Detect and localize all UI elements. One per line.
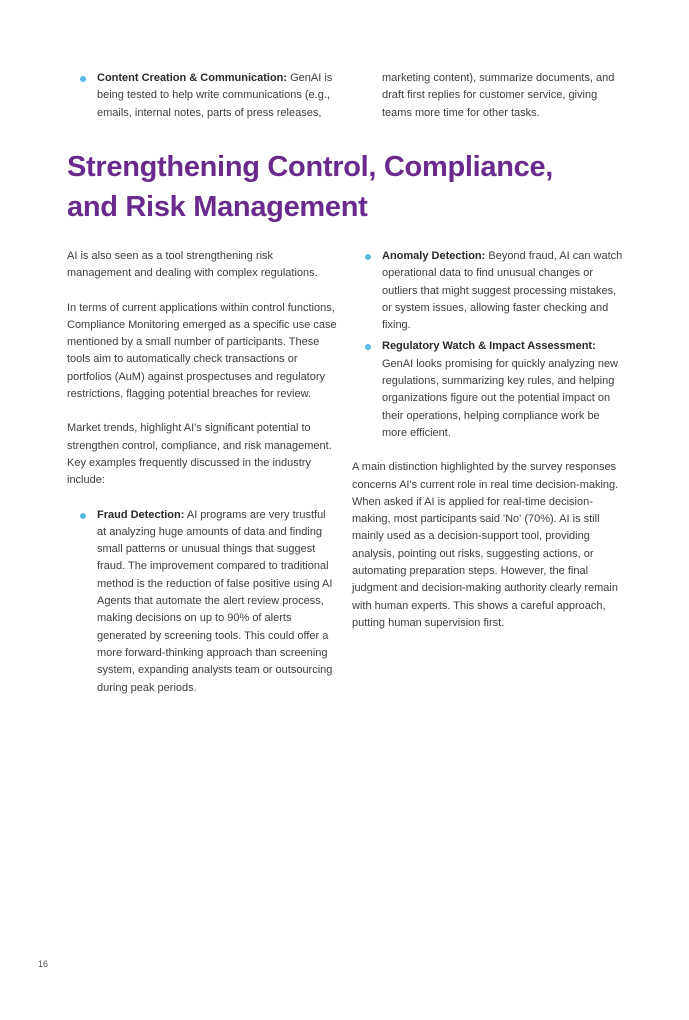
bullet-continuation: marketing content), summarize documents, and draft first replies for customer service, giving teams more time for other tasks. (382, 72, 615, 119)
list-item (352, 338, 624, 442)
left-column (67, 248, 337, 701)
bullet-title: Content Creation & Communication: (97, 72, 288, 84)
bullet-text: GenAI is being tested to help write communications (e.g., emails, internal notes, parts of press releases, (97, 72, 333, 119)
bullet-dot-icon (365, 344, 371, 350)
bullet-dot-icon (365, 254, 371, 260)
right-column (352, 248, 624, 649)
top-right-column (352, 70, 624, 122)
top-bullet-list (67, 70, 337, 122)
paragraph: A main distinction highlighted by the survey responses concerns AI's current role in real time decision-making. When asked if AI is applied for real-time decision-making, most participants said 'No' (70%). AI is still mainly used as a decision-support tool, providing analysis, pointing out risks, suggesting actions, or automating preparation steps. However, the final judgment and decision-making authority clearly remain with human experts. This shows a careful approach, putting human supervision first. (352, 461, 619, 629)
section-heading (67, 147, 627, 227)
bullet-list (67, 507, 337, 697)
bullet-title: Fraud Detection: (97, 508, 185, 521)
list-item (352, 248, 624, 334)
heading-line-1: Strengthening Control, Compliance, (67, 151, 554, 183)
paragraph: In terms of current applications within control functions, Compliance Monitoring emerged as a specific use case mentioned by a small number of participants. These tools aim to automatically check transactions or portfolios (AuM) against prospectuses and regulatory restrictions, flagging potential breaches for review. (67, 301, 337, 401)
bullet-list (352, 248, 624, 442)
bullet-dot-icon (80, 76, 86, 82)
list-item (67, 507, 337, 697)
bullet-text: Beyond fraud, AI can watch operational data to find unusual changes or outliers that might suggest processing mistakes, or system issues, allowing faster checking and fixing. (382, 250, 623, 332)
heading-line-2: and Risk Management (67, 191, 368, 223)
paragraph: AI is also seen as a tool strengthening risk management and dealing with complex regulations. (67, 250, 318, 280)
paragraph: Market trends, highlight AI's significant potential to strengthen control, compliance, and risk management. Key examples frequently discussed in the industry include: (67, 422, 332, 487)
bullet-text: AI programs are very trustful at analyzing huge amounts of data and finding small patterns or unusual things that suggest fraud. The improvement compared to traditional method is the reduction of false positive using AI Agents that automate the alert review process, making decisions on up to 90% of alerts generated by screening tools. This could offer a more forward-thinking approach than screening system, expanding analysts team or outsourcing during peak periods. (97, 508, 333, 694)
bullet-title: Anomaly Detection: (382, 250, 486, 262)
list-item (67, 70, 337, 122)
bullet-title: Regulatory Watch & Impact Assessment: (382, 340, 596, 353)
bullet-text: GenAI looks promising for quickly analyzing new regulations, summarizing key rules, and helping organizations figure out the potential impact on their operations, helping compliance work be more efficient. (382, 357, 619, 439)
page-number: 16 (38, 959, 49, 969)
top-left-column (67, 70, 337, 122)
bullet-dot-icon (80, 513, 86, 519)
